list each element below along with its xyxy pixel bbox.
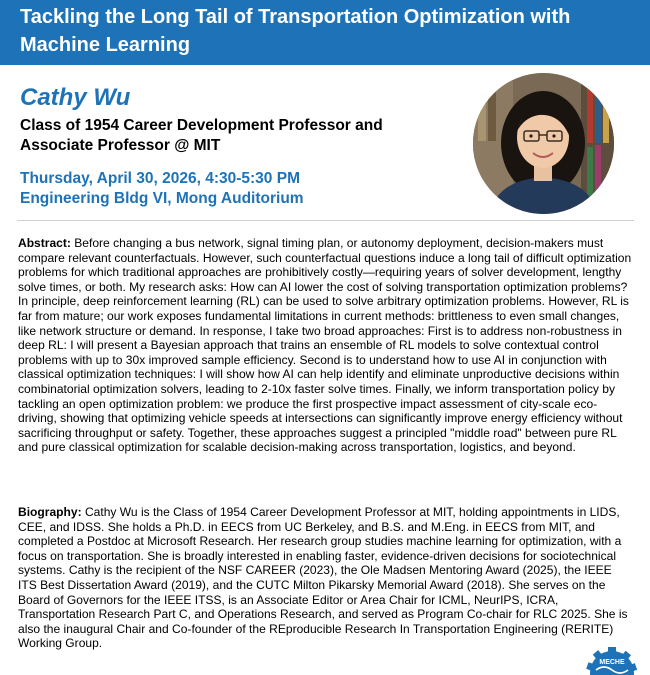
event-datetime: Thursday, April 30, 2026, 4:30-5:30 PM	[20, 170, 300, 187]
speaker-name: Cathy Wu	[20, 84, 131, 111]
biography-text: Cathy Wu is the Class of 1954 Career Development Professor at MIT, holding appointments in LIDS, CEE, and IDSS. She holds a Ph.D. in EECS from UC Berkeley, and B.S. and M.Eng. in EECS from MIT, and completed a Postdoc at Microsoft Research. Her research group studies machine learning for optimization, with a focus on transportation. She is broadly interested in enabling faster, evidence-driven decisions for sociotechnical systems. Cathy is the recipient of the NSF CAREER (2023), the Ole Madsen Mentoring Award (2025), the IEEE ITS Best Dissertation Award (2019), and the CUTC Milton Pikarsky Memorial Award (2018). She serves on the Board of Governors for the IEEE ITSS, is an Associate Editor or Area Chair for ICML, NeurIPS, ICRA, Transportation Research Part C, and Operations Research, and served as Program Co-chair for RLC 2025. She is also the inaugural Chair and Co-founder of the REproducible Research In Transportation Engineering (RERITE) Working Group.	[18, 505, 628, 651]
section-divider	[17, 220, 634, 221]
event-info	[20, 169, 440, 209]
event-location: Engineering Bldg VI, Mong Auditorium	[20, 190, 304, 207]
biography-section	[18, 505, 632, 651]
speaker-portrait	[473, 73, 614, 214]
talk-title: Tackling the Long Tail of Transportation Optimization with Machine Learning	[20, 6, 571, 56]
biography-label: Biography:	[18, 505, 82, 519]
speaker-title: Class of 1954 Career Development Professor and Associate Professor @ MIT	[20, 117, 383, 154]
gear-logo-icon	[586, 640, 638, 675]
logo-text: MECHE	[599, 659, 625, 666]
abstract-section	[18, 236, 632, 455]
portrait-illustration	[473, 73, 614, 214]
meche-logo	[586, 640, 638, 675]
header-banner	[0, 0, 650, 65]
abstract-text: Before changing a bus network, signal timing plan, or autonomy deployment, decision-makers must compare relevant counterfactuals. However, such counterfactual questions induce a long tail of difficult optimization problems for which traditional approaches are prohibitively costly—requiring years of solver development, lengthy solve times, or both. My research asks: How can AI lower the cost of solving transportation optimization problems? In principle, deep reinforcement learning (RL) can be used to solve arbitrary optimization problems. However, RL is far from mature; our work exposes fundamental limitations in current methods: brittleness to even small changes, like network structure or demand. In response, I take two broad approaches: First is to address non-robustness in deep RL: I will present a Bayesian approach that trains an ensemble of RL models to solve contextual control problems with up to 30x improved sample efficiency. Second is to understand how to use AI in conjunction with classical optimization techniques: I will show how AI can help identify and eliminate unproductive decisions within combinatorial optimization solvers, leading to 2-10x faster solve times. Finally, we inform transportation policy by tackling an open optimization problem: we produce the first prospective impact assessment of city-scale eco-driving, showing that optimizing vehicle speeds at intersections can significantly improve energy efficiency without sacrificing throughput or safety. Together, these approaches suggest a principled "middle road" between pure RL and pure classical optimization for scalable decision-making across transportation, logistics, and beyond.	[18, 236, 632, 455]
abstract-label: Abstract:	[18, 236, 71, 250]
